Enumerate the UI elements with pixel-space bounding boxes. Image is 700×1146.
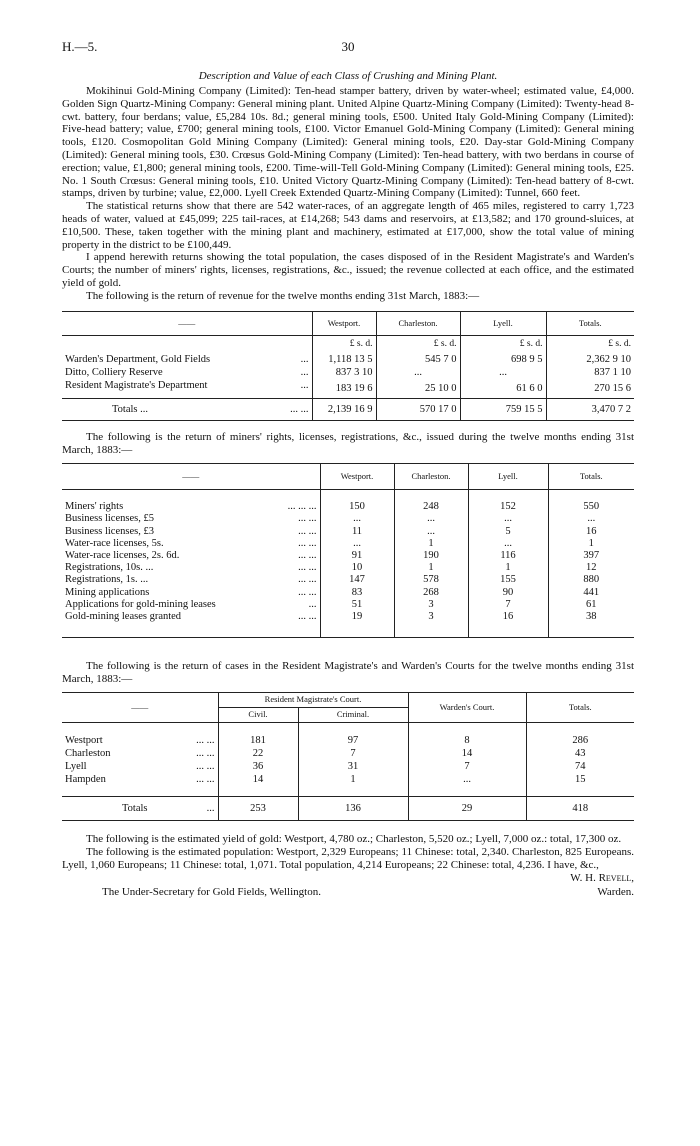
cell-totals: 2,362 9 10 [546, 353, 634, 366]
leader-dots: ... ... [196, 761, 215, 773]
row-label: Gold-mining leases granted [65, 610, 182, 622]
revenue-col-charleston: Charleston. [376, 311, 460, 335]
leader-dots: ... [300, 354, 309, 366]
cell-civil: 14 [218, 773, 298, 797]
cell-totals: 38 [548, 611, 634, 638]
cell-charleston: 3 [394, 599, 468, 611]
cell-westport: 11 [320, 526, 394, 538]
cell-lyell: 61 6 0 [460, 379, 546, 399]
courts-corner-dash: —— [62, 692, 218, 722]
cell-charleston: 545 7 0 [376, 353, 460, 366]
cell-westport: ... [320, 538, 394, 550]
revenue-table [62, 311, 634, 422]
cell-totals: 15 [526, 773, 634, 797]
cell-lyell: 155 [468, 574, 548, 586]
total-totals: 3,470 7 2 [546, 399, 634, 421]
courts-totals-header: Totals. [526, 692, 634, 722]
table-total-row [62, 797, 634, 821]
row-label: Lyell [65, 761, 87, 773]
cell-westport: 19 [320, 611, 394, 638]
cell-civil: 181 [218, 734, 298, 747]
table-row [62, 379, 634, 399]
table-row [62, 747, 634, 760]
leader-dots: ... [308, 598, 317, 610]
leader-dots: ... ... [196, 735, 215, 747]
cell-totals: 880 [548, 574, 634, 586]
table-total-row [62, 399, 634, 421]
table-row [62, 773, 634, 797]
revenue-units: £ s. d. [312, 335, 376, 353]
cell-charleston: ... [394, 513, 468, 525]
table-row [62, 366, 634, 379]
wardens-court-header: Warden's Court. [408, 692, 526, 722]
page-header [62, 40, 634, 62]
cell-lyell: 5 [468, 526, 548, 538]
cell-westport: 91 [320, 550, 394, 562]
cell-charleston: 578 [394, 574, 468, 586]
report-reference: H.—5. [62, 39, 98, 54]
row-label: Water-race licenses, 5s. [65, 537, 164, 549]
table-row [62, 513, 634, 525]
row-label: Applications for gold-mining leases [65, 598, 216, 610]
cell-totals: 270 15 6 [546, 379, 634, 399]
cell-totals: 550 [548, 501, 634, 513]
total-civil: 253 [218, 797, 298, 821]
leader-dots: ... ... [298, 525, 317, 537]
rights-corner-dash: —— [62, 463, 320, 489]
revenue-corner-dash: —— [62, 311, 312, 335]
cell-totals: 16 [548, 526, 634, 538]
table-row [62, 526, 634, 538]
table-row [62, 501, 634, 513]
paragraph-rights-intro: The following is the return of miners' rights, licenses, registrations, &c., issued during the twelve months ending 31st March, 1883:— [62, 431, 634, 456]
revenue-col-totals: Totals. [546, 311, 634, 335]
civil-header: Civil. [218, 707, 298, 722]
cell-civil: 36 [218, 760, 298, 773]
row-label: Hampden [65, 774, 106, 786]
courts-table [62, 692, 634, 822]
cell-wardens: 7 [408, 760, 526, 773]
paragraph-revenue-intro: The following is the return of revenue for the twelve months ending 31st March, 1883:— [86, 289, 480, 302]
row-label: Resident Magistrate's Department [65, 380, 208, 392]
table-row [62, 353, 634, 366]
table-row [62, 538, 634, 550]
table-row [62, 734, 634, 747]
paragraph-plant: Mokihinui Gold-Mining Company (Limited): Ten-head stamper battery, driven by water-wheel; estimated value, £4,000. Golden Sign Quartz-Mining Company: General mining plant. United Alpine Quartz-Mining Company (Limited): Twenty-head 8-cwt. battery, four berdans; value, £5,284 10s. 8d.; general mining tools, £500. United Italy Gold-Mining Company (Limited): Five-head battery; value, £700; general mining tools, £100. Victor Emanuel Gold-Mining Company (Limited): General mining tools, £120. Cosmopolitan Gold Mining Company (Limited): General mining tools, £20. Day-star Gold-Mining Company (Limited): General mining tools, £30. Crœsus Gold-Mining Company (Limited): Ten-head battery, with two berdans in course of erection; value, £1,800; general mining tools, £200. Time-will-Tell Gold-Mining Company (Limited): General mining tools, £25. No. 1 South Crœsus: General mining tools, £10. United Victory Quartz-Mining Company (Limited): Ten-head battery of 8-cwt. stamps, driven by turbine; value, £2,000. Lyell Creek Extended Quartz-Mining Company (Limited): Tunnel, 660 feet. [62, 85, 634, 200]
row-label: Miners' rights [65, 501, 124, 513]
rights-col-lyell: Lyell. [468, 463, 548, 489]
cell-totals: 441 [548, 587, 634, 599]
cell-lyell: ... [468, 513, 548, 525]
leader-dots: ... ... [298, 586, 317, 598]
cell-totals: 61 [548, 599, 634, 611]
revenue-units: £ s. d. [376, 335, 460, 353]
cell-charleston: 1 [394, 562, 468, 574]
table-row [62, 611, 634, 638]
rights-col-westport: Westport. [320, 463, 394, 489]
cell-westport: 10 [320, 562, 394, 574]
leader-dots: ... [206, 803, 215, 815]
table-row [62, 760, 634, 773]
cell-westport: 51 [320, 599, 394, 611]
total-label: Totals [122, 803, 148, 815]
cell-westport: 183 19 6 [312, 379, 376, 399]
cell-charleston: ... [376, 366, 460, 379]
cell-criminal: 97 [298, 734, 408, 747]
criminal-header: Criminal. [298, 707, 408, 722]
paragraph-statistics: The statistical returns show that there are 542 water-races, of an aggregate length of 465 miles, registered to carry 1,723 heads of water, valued at £45,099; 225 tail-races, at £14,268; 543 dams and reservoirs, at £13,582; and 170 ground-sluices, at £10,500. These, taken together with the mining plant and machinery, estimated at £17,000, show the total value of mining property in the district to be £100,449. [62, 200, 634, 251]
row-label: Mining applications [65, 586, 150, 598]
leader-dots: ... ... [298, 574, 317, 586]
cell-lyell: 16 [468, 611, 548, 638]
total-westport: 2,139 16 9 [312, 399, 376, 421]
cell-wardens: 8 [408, 734, 526, 747]
cell-westport: 150 [320, 501, 394, 513]
table-row [62, 587, 634, 599]
leader-dots: ... ... [290, 404, 309, 416]
cell-totals: 286 [526, 734, 634, 747]
cell-charleston: 1 [394, 538, 468, 550]
table-row [62, 562, 634, 574]
leader-dots: ... ... [298, 562, 317, 574]
table-row [62, 574, 634, 586]
total-label: Totals ... [112, 404, 149, 416]
section-caption: Description and Value of each Class of Crushing and Mining Plant. [198, 70, 498, 82]
cell-westport: ... [320, 513, 394, 525]
cell-westport: 83 [320, 587, 394, 599]
leader-dots: ... ... [196, 748, 215, 760]
cell-criminal: 7 [298, 747, 408, 760]
revenue-units: £ s. d. [546, 335, 634, 353]
revenue-units: £ s. d. [460, 335, 546, 353]
row-label: Business licenses, £5 [65, 513, 154, 525]
cell-charleston: 268 [394, 587, 468, 599]
leader-dots: ... ... [298, 537, 317, 549]
paragraph-population: The following is the estimated population: Westport, 2,329 Europeans; 11 Chinese: total, 2,340. Charleston, 825 Europeans. Lyell, 1,060 Europeans; 11 Chinese: total, 1,071. Total population, 4,214 Europeans; 22 Chinese: total, 4,236. I have, &c., [62, 846, 634, 871]
revenue-col-westport: Westport. [312, 311, 376, 335]
cell-totals: 1 [548, 538, 634, 550]
cell-charleston: 3 [394, 611, 468, 638]
leader-dots: ... [300, 367, 309, 379]
rights-col-totals: Totals. [548, 463, 634, 489]
cell-lyell: 152 [468, 501, 548, 513]
rights-col-charleston: Charleston. [394, 463, 468, 489]
signatory-name: W. H. Revell, [570, 871, 634, 884]
cell-lyell: 90 [468, 587, 548, 599]
revenue-col-lyell: Lyell. [460, 311, 546, 335]
row-label: Registrations, 1s. ... [65, 574, 149, 586]
cell-westport: 147 [320, 574, 394, 586]
cell-totals: 74 [526, 760, 634, 773]
paragraph-gold-yield: The following is the estimated yield of gold: Westport, 4,780 oz.; Charleston, 5,520 oz.; Lyell, 7,000 oz.: total, 17,300 oz. [86, 833, 622, 846]
row-label: Westport [65, 735, 103, 747]
row-label: Registrations, 10s. ... [65, 562, 154, 574]
cell-lyell: 7 [468, 599, 548, 611]
table-row [62, 550, 634, 562]
cell-lyell: ... [468, 538, 548, 550]
row-label: Water-race licenses, 2s. 6d. [65, 549, 180, 561]
table-row [62, 599, 634, 611]
cell-lyell: ... [460, 366, 546, 379]
total-criminal: 136 [298, 797, 408, 821]
row-label: Warden's Department, Gold Fields [65, 354, 211, 366]
cell-wardens: ... [408, 773, 526, 797]
leader-dots: ... ... [298, 549, 317, 561]
paragraph-courts-intro: The following is the return of cases in the Resident Magistrate's and Warden's Courts for the twelve months ending 31st March, 1883:— [62, 660, 634, 685]
cell-charleston: 190 [394, 550, 468, 562]
cell-lyell: 698 9 5 [460, 353, 546, 366]
cell-totals: 43 [526, 747, 634, 760]
rm-court-header: Resident Magistrate's Court. [218, 692, 408, 707]
page-number: 30 [341, 39, 355, 54]
cell-civil: 22 [218, 747, 298, 760]
cell-charleston: 248 [394, 501, 468, 513]
miners-rights-table [62, 463, 634, 639]
leader-dots: ... ... ... [287, 501, 317, 513]
leader-dots: ... ... [298, 610, 317, 622]
paragraph-append: I append herewith returns showing the total population, the cases disposed of in the Resident Magistrate's and Warden's Courts; the number of miners' rights, licenses, registrations, &c., issued; the revenue collected at each office, and the estimated yield of gold. [62, 251, 634, 289]
cell-lyell: 116 [468, 550, 548, 562]
cell-totals: 397 [548, 550, 634, 562]
leader-dots: ... ... [196, 774, 215, 786]
signature-block [62, 872, 634, 912]
cell-criminal: 31 [298, 760, 408, 773]
row-label: Charleston [65, 748, 111, 760]
leader-dots: ... [300, 380, 309, 392]
cell-westport: 1,118 13 5 [312, 353, 376, 366]
cell-charleston: ... [394, 526, 468, 538]
total-wardens: 29 [408, 797, 526, 821]
cell-wardens: 14 [408, 747, 526, 760]
total-lyell: 759 15 5 [460, 399, 546, 421]
cell-westport: 837 3 10 [312, 366, 376, 379]
total-charleston: 570 17 0 [376, 399, 460, 421]
signatory-title: Warden. [597, 885, 634, 898]
addressee: The Under-Secretary for Gold Fields, Wellington. [102, 885, 321, 898]
row-label: Ditto, Colliery Reserve [65, 367, 163, 379]
cell-totals: ... [548, 513, 634, 525]
cell-criminal: 1 [298, 773, 408, 797]
cell-lyell: 1 [468, 562, 548, 574]
cell-totals: 837 1 10 [546, 366, 634, 379]
total-totals: 418 [526, 797, 634, 821]
row-label: Business licenses, £3 [65, 525, 154, 537]
cell-charleston: 25 10 0 [376, 379, 460, 399]
cell-totals: 12 [548, 562, 634, 574]
leader-dots: ... ... [298, 513, 317, 525]
